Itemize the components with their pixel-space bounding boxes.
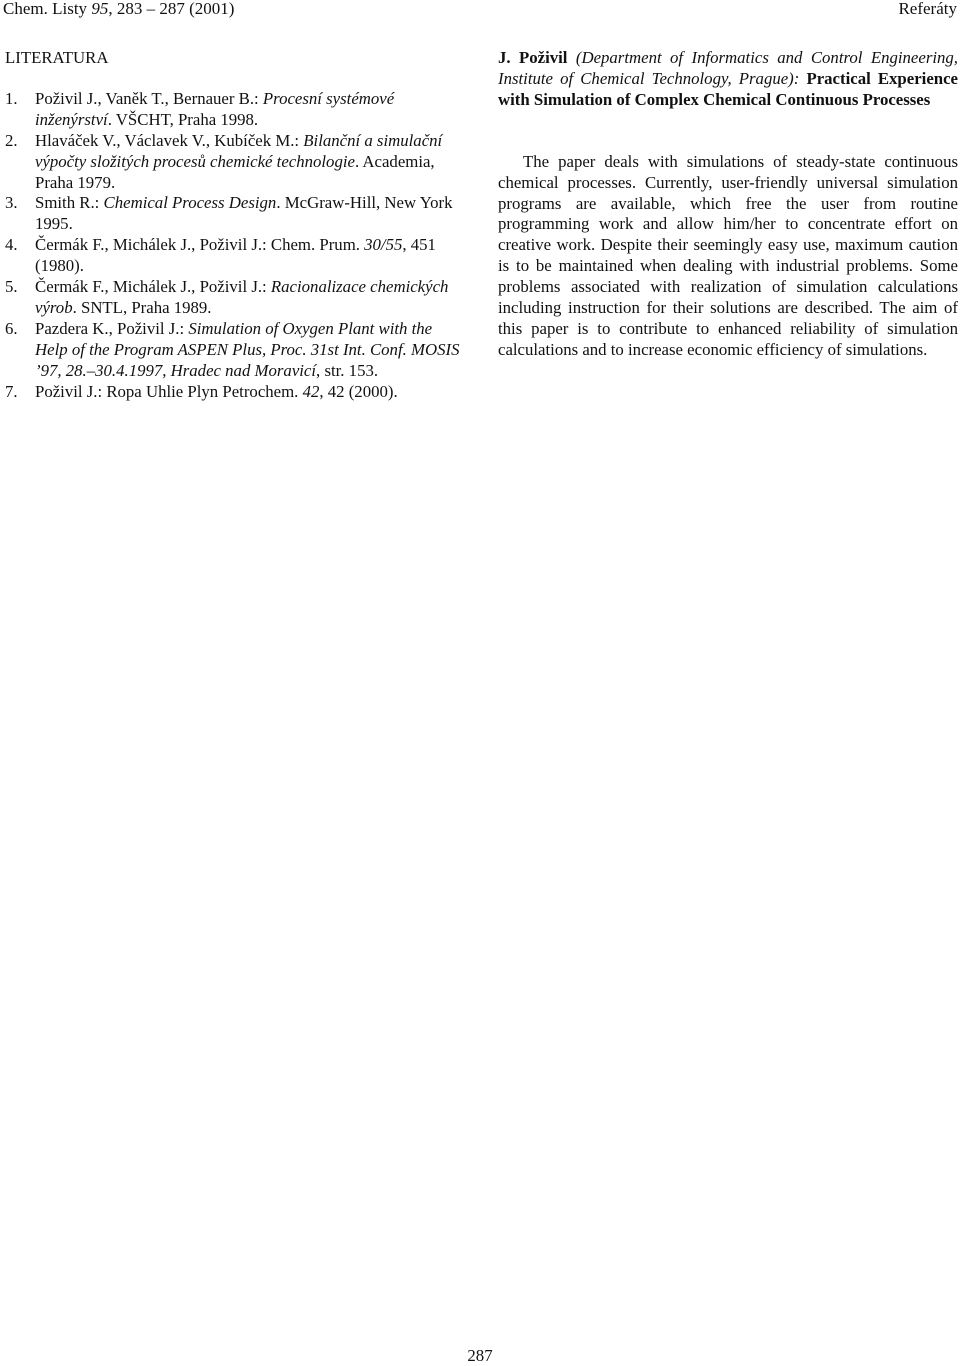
reference-title: Simulation of Oxygen Plant with the Help of the Program ASPEN Plus, Proc. 31st Int. Conf. MOSIS ’97, 28.–30.4.1997, Hradec nad Moravicí (35, 318, 460, 380)
journal-name: Chem. Listy (3, 0, 92, 18)
reference-rest: , 42 (2000). (319, 381, 398, 401)
running-header-citation (3, 0, 234, 18)
reference-authors: Hlaváček V., Václavek V., Kubíček M.: (35, 130, 304, 150)
abstract-affiliation: (Department of Informatics and Control Engineering, Institute of Chemical Technology, Prague): (498, 48, 958, 88)
reference-rest: . VŠCHT, Praha 1998. (107, 109, 259, 129)
reference-number: 4. (5, 235, 18, 255)
reference-number: 1. (5, 88, 18, 108)
reference-list (5, 89, 465, 403)
abstract-body: The paper deals with simulations of steady-state continuous chemical processes. Currently, user-friendly universal simulation programs are available, which free the user from routine programming work and allow him/her to concentrate effort on creative work. Despite their seemingly easy use, maximum caution is to be maintained when dealing with industrial problems. Some problems associated with realization of simulation calculations including instruction for their solutions are described. The aim of this paper is to contribute to enhanced reliability of simulation calculations and to increase economic efficiency of simulations. (498, 151, 958, 359)
left-column (5, 48, 465, 403)
reference-number: 2. (5, 130, 18, 150)
abstract-author: J. Poživil (498, 48, 568, 67)
reference-title: Racionalizace chemických výrob (35, 277, 449, 317)
reference-item (5, 235, 465, 277)
reference-title: Bilanční a simulační výpočty složitých procesů chemické technologie (35, 130, 443, 171)
reference-volume: 42 (302, 381, 320, 401)
reference-item (5, 89, 465, 131)
reference-authors: Pazdera K., Poživil J.: (35, 318, 189, 338)
right-column (498, 48, 958, 361)
reference-rest: . McGraw-Hill, New York 1995. (35, 193, 453, 234)
reference-rest: . Academia, Praha 1979. (35, 151, 435, 192)
reference-authors: Poživil J., Vaněk T., Bernauer B.: (35, 88, 263, 108)
reference-item (5, 319, 465, 382)
reference-item (5, 382, 465, 403)
reference-title: Chemical Process Design (103, 193, 277, 213)
running-header-section: Referáty (898, 0, 957, 18)
reference-item (5, 131, 465, 194)
reference-title: Procesní systémové inženýrství (35, 88, 395, 129)
reference-rest: . SNTL, Praha 1989. (72, 297, 212, 317)
reference-authors: Smith R.: (35, 193, 104, 213)
reference-authors: Čermák F., Michálek J., Poživil J.: Chem. Prum. (35, 235, 365, 255)
abstract-heading (498, 48, 958, 111)
reference-item (5, 193, 465, 235)
reference-number: 7. (5, 381, 18, 401)
literature-heading: LITERATURA (5, 48, 109, 67)
reference-number: 3. (5, 193, 18, 213)
page-number: 287 (467, 1346, 493, 1365)
journal-pages: , 283 – 287 (2001) (108, 0, 235, 18)
reference-number: 5. (5, 277, 18, 297)
reference-authors: Čermák F., Michálek J., Poživil J.: (35, 277, 271, 297)
reference-authors: Poživil J.: Ropa Uhlie Plyn Petrochem. (35, 381, 303, 401)
reference-number: 6. (5, 318, 18, 338)
reference-rest: , str. 153. (316, 360, 379, 380)
reference-item (5, 277, 465, 319)
journal-volume: 95 (91, 0, 109, 18)
abstract-title: Practical Experience with Simulation of Complex Chemical Continuous Processes (498, 68, 958, 109)
reference-rest: , 451 (1980). (35, 235, 436, 276)
reference-volume: 30/55 (364, 235, 403, 255)
